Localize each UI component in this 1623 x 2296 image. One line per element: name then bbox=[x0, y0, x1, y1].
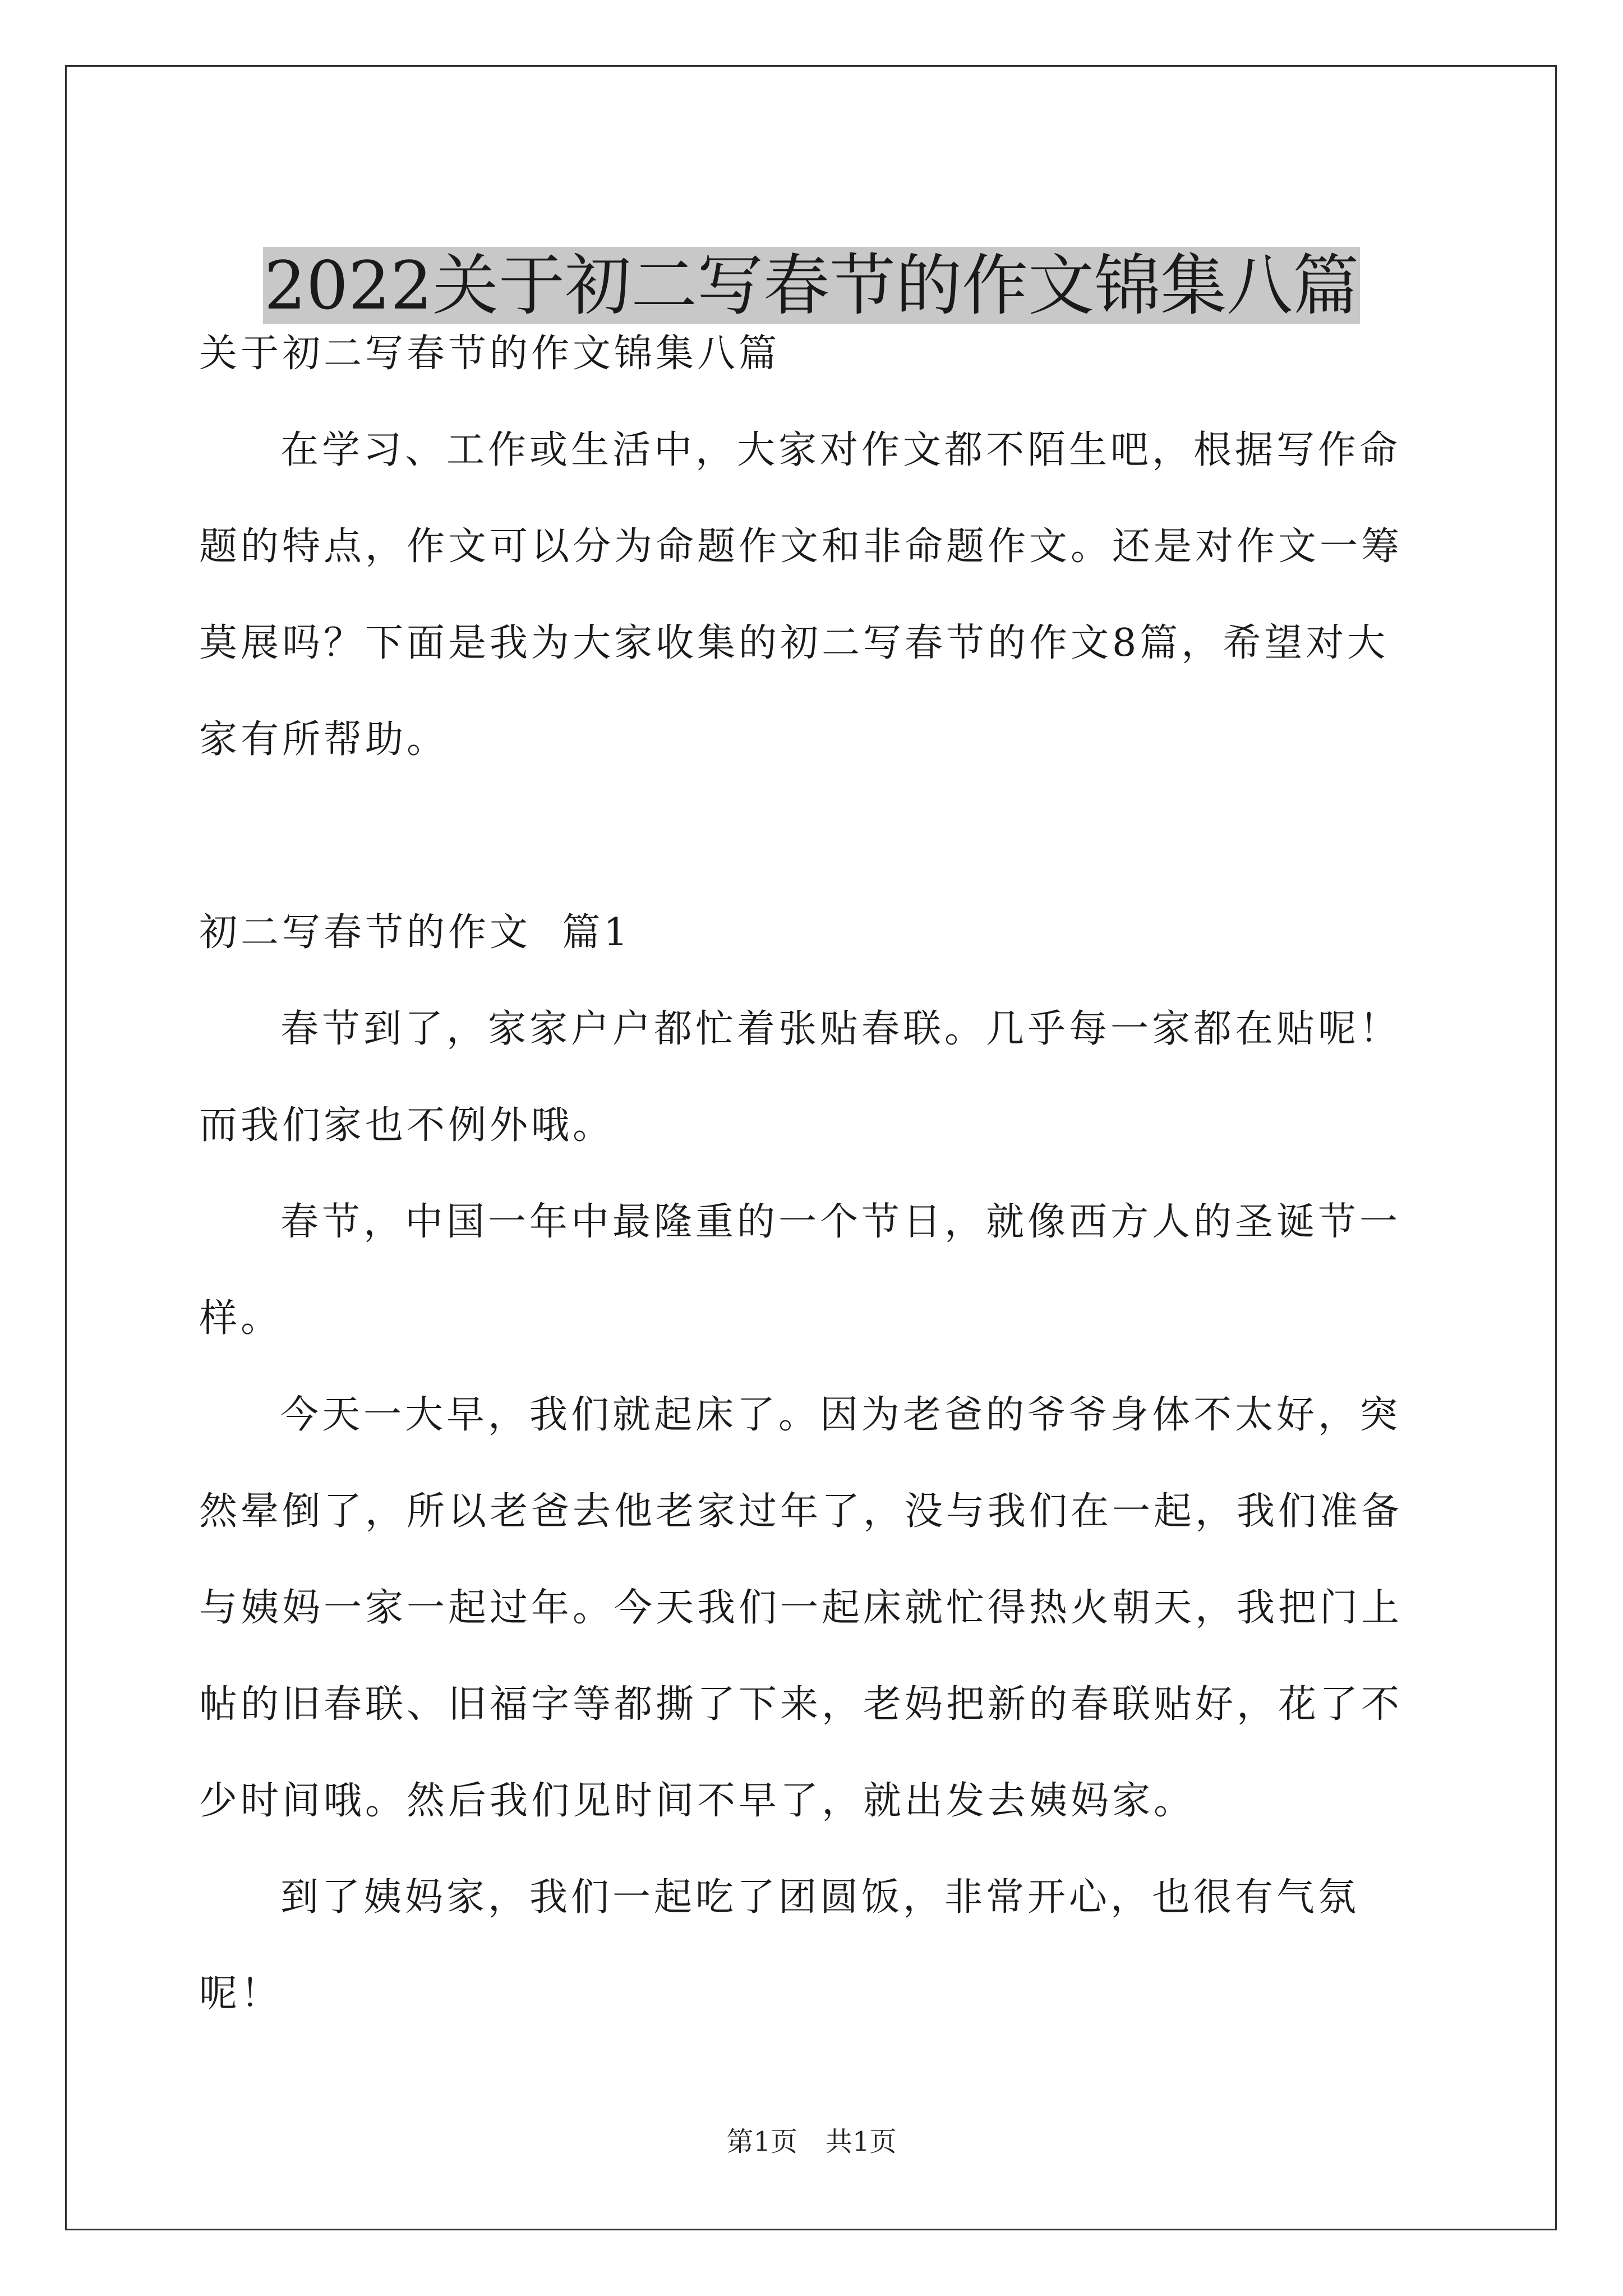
intro-paragraph: 在学习、工作或生活中，大家对作文都不陌生吧，根据写作命题的特点，作文可以分为命题作文和非命题作文。还是对作文一筹莫展吗？下面是我为大家收集的初二写春节的作文8篇，希望对大家有所帮助。 bbox=[199, 428, 1403, 762]
body-paragraph: 春节，中国一年中最隆重的一个节日，就像西方人的圣诞节一样。 bbox=[199, 1200, 1401, 1341]
document-body bbox=[199, 306, 1427, 2042]
section-gap bbox=[199, 788, 1427, 885]
page-number-total: 共1页 bbox=[826, 2126, 897, 2157]
section-heading: 初二写春节的作文 篇1 bbox=[199, 910, 631, 955]
page-footer bbox=[0, 2125, 1623, 2159]
page-number-current: 第1页 bbox=[726, 2126, 797, 2157]
body-paragraph: 春节到了，家家户户都忙着张贴春联。几乎每一家都在贴呢！而我们家也不例外哦。 bbox=[199, 1007, 1401, 1148]
body-paragraph: 到了姨妈家，我们一起吃了团圆饭，非常开心，也很有气氛呢！ bbox=[199, 1875, 1360, 2016]
document-subtitle: 关于初二写春节的作文锦集八篇 bbox=[199, 332, 781, 376]
body-paragraph: 今天一大早，我们就起床了。因为老爸的爷爷身体不太好，突然晕倒了，所以老爸去他老家过年了，没与我们在一起，我们准备与姨妈一家一起过年。今天我们一起床就忙得热火朝天，我把门上帖的旧春联、旧福字等都撕了下来，老妈把新的春联贴好，花了不少时间哦。然后我们见时间不早了，就出发去姨妈家。 bbox=[199, 1393, 1403, 1823]
document-title-text: 2022关于初二写春节的作文锦集八篇 bbox=[264, 247, 1359, 325]
